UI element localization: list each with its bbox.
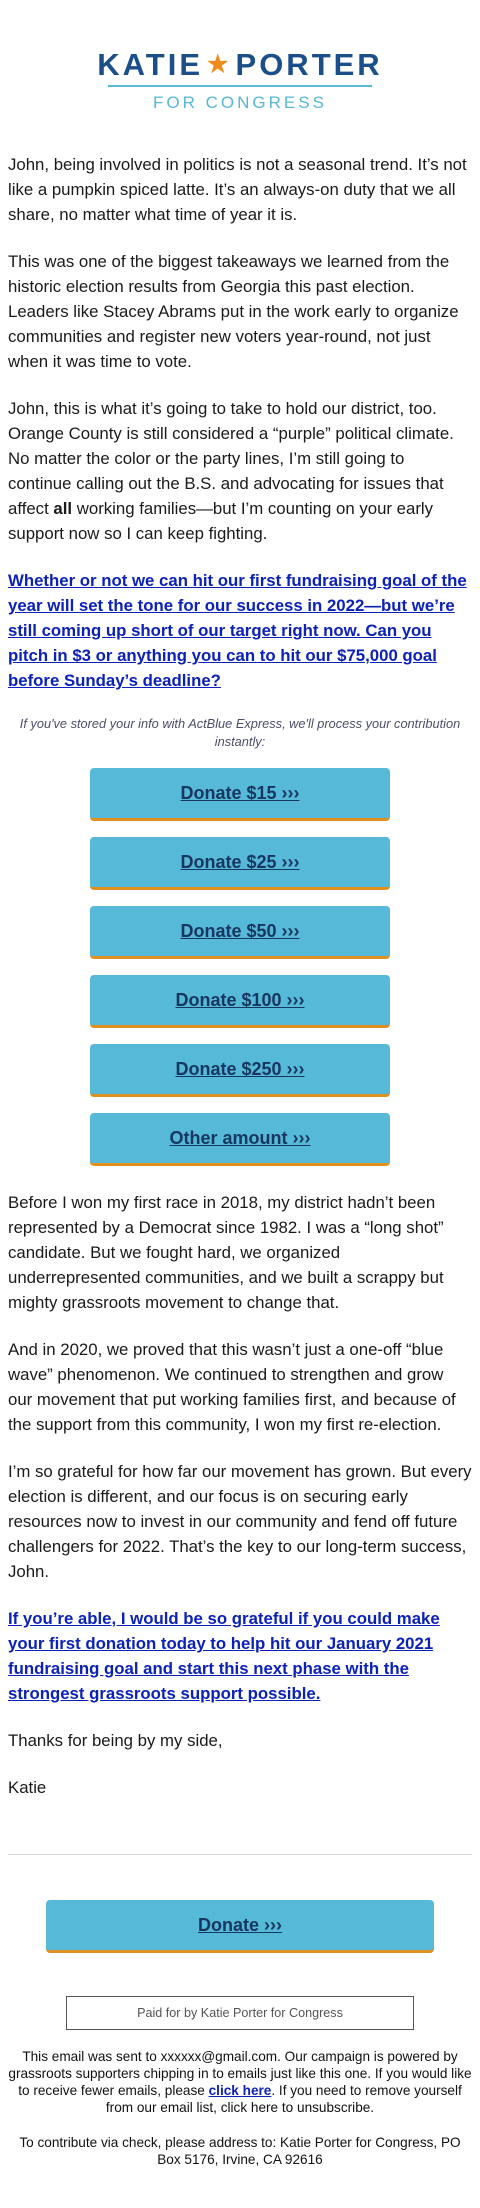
email-body (8, 152, 472, 1822)
paragraph-text: John, this is what it’s going to take to hold our district, too. Orange County is still considered a “purple” political climate. No matter the color or the party lines, I’m still going to continue calling out the B.S. and advocating for issues that affect (8, 399, 454, 518)
logo-divider (108, 85, 372, 87)
logo-wordmark (0, 48, 480, 82)
logo-name-left: KATIE (97, 47, 203, 82)
donate-25-button[interactable]: Donate $25 ››› (90, 837, 390, 890)
paid-for-disclaimer: Paid for by Katie Porter for Congress (66, 1996, 414, 2030)
logo-name-right: PORTER (235, 47, 383, 82)
fewer-emails-link[interactable]: click here (208, 2083, 272, 2098)
donate-250-button[interactable]: Donate $250 ››› (90, 1044, 390, 1097)
footer-donate-button[interactable]: Donate ››› (46, 1900, 434, 1953)
body-paragraph-2: This was one of the biggest takeaways we learned from the historic election results from Georgia this past election. Leaders like Stacey Abrams put in the work early to organize communities and register new voters year-round, not just when it was time to vote. (8, 252, 459, 371)
footer-divider (8, 1854, 472, 1855)
donate-other-amount-button[interactable]: Other amount ››› (90, 1113, 390, 1166)
body-paragraph-5: And in 2020, we proved that this wasn’t just a one-off “blue wave” phenomenon. We continued to strengthen and grow our movement that put working families first, and because of the support from this community, I won my first re-election. (8, 1340, 456, 1434)
body-paragraph-3 (8, 396, 472, 546)
logo-subtitle: FOR CONGRESS (153, 93, 327, 112)
donate-15-button[interactable]: Donate $15 ››› (90, 768, 390, 821)
donate-100-button[interactable]: Donate $100 ››› (90, 975, 390, 1028)
emphasis-text: all (53, 499, 73, 518)
body-paragraph-1: John, being involved in politics is not a seasonal trend. It’s not like a pumpkin spiced latte. It’s an always-on duty that we all share, no matter what time of year it is. (8, 155, 467, 224)
body-paragraph-4: Before I won my first race in 2018, my district hadn’t been represented by a Democrat since 1982. I was a “long shot” candidate. But we fought hard, we organized underrepresented communities, and we built a scrappy but mighty grassroots movement to change that. (8, 1193, 444, 1312)
disclaimer-text: This email was sent to xxxxxx@gmail.com. Our campaign is powered by grassroots supporters chipping in to emails just like this one. If you would like to receive fewer emails, please (8, 2049, 472, 2098)
campaign-logo (0, 48, 480, 113)
signature: Katie (8, 1778, 47, 1797)
email-disclaimer (8, 2048, 472, 2116)
actblue-note: If you've stored your info with ActBlue Express, we'll process your contribution instantly: (19, 716, 461, 749)
fundraising-goal-link[interactable]: Whether or not we can hit our first fundraising goal of the year will set the tone for our success in 2022—but we’re still coming up short of our target right now. Can you pitch in $3 or anything you can to hit our $75,000 goal before Sunday’s deadline? (8, 571, 467, 690)
paragraph-text: working families—but I’m counting on your early support now so I can keep fighting. (8, 499, 434, 543)
body-paragraph-6: I’m so grateful for how far our movement has grown. But every election is different, and our focus is on securing early resources now to invest in our community and fend off future challengers for 2022. That’s the key to our long-term success, John. (8, 1462, 472, 1581)
check-address: To contribute via check, please address to: Katie Porter for Congress, PO Box 5176, Irvine, CA 92616 (19, 2135, 461, 2167)
star-icon: ★ (207, 51, 232, 78)
signoff: Thanks for being by my side, (8, 1731, 223, 1750)
disclaimer-text: . If you need to remove yourself from our email list, click here to unsubscribe. (105, 2083, 462, 2115)
first-donation-link[interactable]: If you’re able, I would be so grateful if you could make your first donation today to help hit our January 2021 fundraising goal and start this next phase with the strongest grassroots support possible. (8, 1609, 440, 1703)
donate-50-button[interactable]: Donate $50 ››› (90, 906, 390, 959)
